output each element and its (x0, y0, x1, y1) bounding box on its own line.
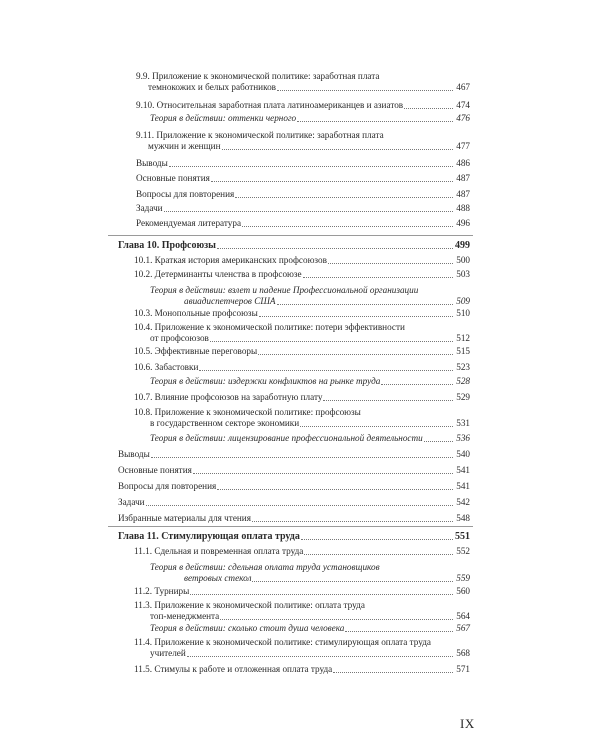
dot-leader (404, 108, 453, 109)
toc-page-number: 536 (456, 433, 470, 443)
dot-leader (301, 539, 453, 540)
toc-entry-text: 10.5. Эффективные переговоры (134, 346, 258, 356)
section-divider (108, 526, 473, 527)
toc-page-number: 541 (456, 481, 470, 491)
toc-entry-text: от профсоюзов (150, 333, 209, 343)
toc-entry[interactable] (136, 100, 470, 111)
toc-entry-text: в государственном секторе экономики (150, 418, 300, 428)
toc-entry[interactable] (134, 269, 470, 280)
toc-entry[interactable] (134, 407, 470, 429)
toc-page-number: 552 (456, 546, 470, 556)
toc-page-number: 499 (455, 240, 470, 251)
toc-entry-text: 10.6. Забастовки (134, 362, 199, 372)
toc-page-number: 467 (456, 82, 470, 92)
toc-entry-text: темнокожих и белых работников (148, 82, 277, 92)
dot-leader (323, 400, 453, 401)
dot-leader (217, 489, 453, 490)
toc-entry[interactable] (150, 623, 470, 634)
toc-page-number: 529 (456, 392, 470, 402)
toc-page-number: 496 (456, 218, 470, 228)
toc-page-number: 540 (456, 449, 470, 459)
toc-entry[interactable] (118, 497, 470, 508)
toc-entry[interactable] (134, 664, 470, 675)
toc-entry-text: 11.1. Сдельная и повременная оплата труда (134, 546, 304, 556)
toc-entry[interactable] (150, 433, 470, 444)
toc-page-number: 510 (456, 308, 470, 318)
toc-page-number: 559 (456, 573, 470, 583)
dot-leader (381, 384, 453, 385)
toc-entry-text: Теория в действии: сдельная оплата труда установщиков (150, 562, 380, 572)
toc-entry[interactable] (118, 449, 470, 460)
toc-page-number: 488 (456, 203, 470, 213)
toc-entry-text: Теория в действии: сколько стоит душа человека (150, 623, 345, 633)
toc-entry-text: 10.8. Приложение к экономической политике: профсоюзы (134, 407, 361, 417)
toc-page-number: 512 (456, 333, 470, 343)
dot-leader (259, 316, 453, 317)
toc-entry-text: Теория в действии: оттенки черного (150, 113, 297, 123)
toc-entry-text: Глава 11. Стимулирующая оплата труда (118, 531, 300, 542)
toc-entry-text: 10.4. Приложение к экономической политике: потери эффективности (134, 322, 405, 332)
toc-entry[interactable] (136, 173, 470, 184)
toc-entry[interactable] (136, 189, 470, 200)
toc-entry-text: Основные понятия (118, 465, 192, 475)
toc-entry[interactable] (134, 308, 470, 319)
dot-leader (217, 248, 453, 249)
toc-entry-text: Глава 10. Профсоюзы (118, 240, 216, 251)
toc-entry[interactable] (134, 362, 470, 373)
toc-entry-text: 9.10. Относительная заработная плата латиноамериканцев и азиатов (136, 100, 404, 110)
section-divider (108, 235, 473, 236)
toc-entry-text: Задачи (136, 203, 163, 213)
toc-page-number: 551 (455, 531, 470, 542)
dot-leader (297, 121, 453, 122)
toc-entry-text: 10.2. Детерминанты членства в профсоюзе (134, 269, 302, 279)
toc-page-number: 567 (456, 623, 470, 633)
chapter-heading[interactable] (118, 531, 470, 542)
toc-page-number: 560 (456, 586, 470, 596)
toc-page-number: 568 (456, 648, 470, 658)
toc-entry-text: Основные понятия (136, 173, 210, 183)
toc-entry-text: авиадиспетчеров США (184, 296, 276, 306)
toc-entry[interactable] (136, 71, 470, 93)
toc-entry[interactable] (134, 392, 470, 403)
dot-leader (328, 263, 453, 264)
dot-leader (277, 304, 453, 305)
dot-leader (258, 354, 453, 355)
toc-entry[interactable] (134, 346, 470, 357)
toc-page-number: 500 (456, 255, 470, 265)
toc-entry[interactable] (150, 376, 470, 387)
dot-leader (169, 166, 453, 167)
toc-entry-text: 9.9. Приложение к экономической политике: заработная плата (136, 71, 380, 81)
chapter-heading[interactable] (118, 240, 470, 251)
toc-entry[interactable] (134, 322, 470, 344)
toc-entry-text: учителей (150, 648, 186, 658)
dot-leader (151, 457, 453, 458)
dot-leader (211, 181, 453, 182)
toc-entry[interactable] (150, 113, 470, 124)
toc-page-number: 523 (456, 362, 470, 372)
dot-leader (235, 197, 453, 198)
toc-page-number: 564 (456, 611, 470, 621)
toc-entry[interactable] (136, 130, 470, 152)
toc-entry[interactable] (150, 562, 470, 584)
toc-entry-text: 10.3. Монопольные профсоюзы (134, 308, 258, 318)
dot-leader (304, 554, 453, 555)
toc-entry[interactable] (136, 158, 470, 169)
dot-leader (187, 656, 453, 657)
toc-page-number: 474 (456, 100, 470, 110)
toc-entry-text: 11.3. Приложение к экономической политике: оплата труда (134, 600, 365, 610)
toc-entry-text: Теория в действии: взлет и падение Профессиональной организации (150, 285, 419, 295)
toc-entry-text: 11.5. Стимулы к работе и отложенная оплата труда (134, 664, 333, 674)
dot-leader (277, 90, 453, 91)
toc-entry-text: 10.7. Влияние профсоюзов на заработную плату (134, 392, 323, 402)
toc-page-number: 509 (456, 296, 470, 306)
dot-leader (210, 341, 453, 342)
dot-leader (252, 521, 453, 522)
toc-page-number: 515 (456, 346, 470, 356)
toc-entry[interactable] (134, 586, 470, 597)
toc-entry[interactable] (136, 218, 470, 229)
toc-entry-text: Вопросы для повторения (136, 189, 235, 199)
page-number-folio: IX (460, 716, 475, 731)
toc-entry-text: Теория в действии: издержки конфликтов на рынке труда (150, 376, 381, 386)
toc-page-number: 486 (456, 158, 470, 168)
dot-leader (222, 149, 453, 150)
toc-entry[interactable] (118, 513, 470, 524)
toc-entry[interactable] (134, 255, 470, 266)
dot-leader (199, 370, 453, 371)
dot-leader (424, 441, 453, 442)
dot-leader (252, 581, 453, 582)
toc-entry[interactable] (134, 546, 470, 557)
toc-entry[interactable] (118, 481, 470, 492)
toc-entry[interactable] (134, 637, 470, 659)
toc-entry-text: Выводы (136, 158, 168, 168)
toc-page-number: 541 (456, 465, 470, 475)
dot-leader (345, 631, 453, 632)
toc-entry-text: Избранные материалы для чтения (118, 513, 251, 523)
toc-entry[interactable] (150, 285, 470, 307)
dot-leader (220, 619, 453, 620)
toc-page-number: 476 (456, 113, 470, 123)
dot-leader (333, 672, 453, 673)
toc-page-number: 477 (456, 141, 470, 151)
dot-leader (193, 473, 453, 474)
toc-entry-text: Задачи (118, 497, 145, 507)
toc-entry[interactable] (136, 203, 470, 214)
toc-entry[interactable] (118, 465, 470, 476)
toc-entry-text: Рекомендуемая литература (136, 218, 242, 228)
dot-leader (146, 505, 453, 506)
toc-entry-text: 11.2. Турниры (134, 586, 190, 596)
toc-entry[interactable] (134, 600, 470, 622)
toc-entry-text: Вопросы для повторения (118, 481, 217, 491)
toc-entry-text: 11.4. Приложение к экономической политике: стимулирующая оплата труда (134, 637, 432, 647)
toc-page-number: 487 (456, 189, 470, 199)
toc-page-number: 571 (456, 664, 470, 674)
toc-page-number: 503 (456, 269, 470, 279)
toc-entry-text: Выводы (118, 449, 150, 459)
toc-page-number: 548 (456, 513, 470, 523)
toc-entry-text: 10.1. Краткая история американских профсоюзов (134, 255, 327, 265)
toc-entry-text: Теория в действии: лицензирование профессиональной деятельности (150, 433, 423, 443)
toc-page-number: 528 (456, 376, 470, 386)
toc-entry-text: топ-менеджмента (150, 611, 220, 621)
toc-entry-text: 9.11. Приложение к экономической политике: заработная плата (136, 130, 384, 140)
toc-page-number: 531 (456, 418, 470, 428)
toc-page-number: 542 (456, 497, 470, 507)
dot-leader (190, 594, 453, 595)
dot-leader (164, 211, 453, 212)
dot-leader (242, 226, 453, 227)
toc-entry-text: ветровых стекол (184, 573, 252, 583)
toc-page-number: 487 (456, 173, 470, 183)
dot-leader (303, 277, 453, 278)
toc-entry-text: мужчин и женщин (148, 141, 221, 151)
dot-leader (300, 426, 453, 427)
